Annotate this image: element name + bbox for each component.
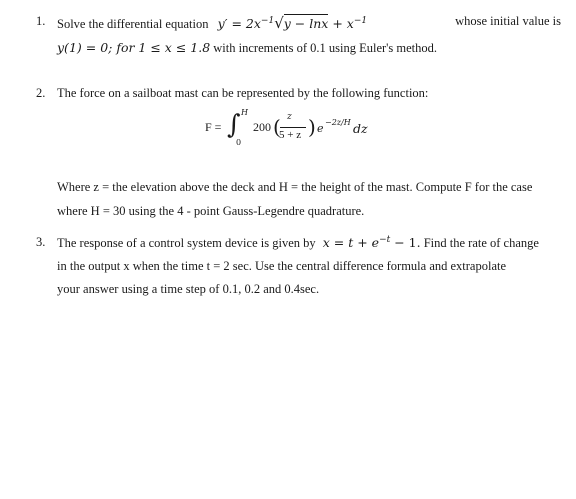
problem-3-line-3: your answer using a time step of 0.1, 0.2 and 0.4sec. <box>57 282 320 296</box>
integral-sign-icon: ∫ <box>227 110 241 140</box>
right-paren-icon: ) <box>308 115 316 139</box>
fraction-numerator: z <box>287 112 292 122</box>
problem-2-number: 2. <box>36 86 46 100</box>
problem-1-eq-exp1: −1 <box>260 16 275 26</box>
problem-1-prefix: Solve the differential equation <box>57 17 209 31</box>
integral-upper-limit: H <box>241 108 248 117</box>
problem-2-line-3: where H = 30 using the 4 - point Gauss-Legendre quadrature. <box>57 204 365 218</box>
exp-base: e <box>317 122 324 135</box>
problem-1-eq-plus: + x <box>328 16 354 31</box>
problem-3-eq-tail: − 1. <box>390 235 421 250</box>
fraction-denominator: 5 + z <box>279 129 302 141</box>
problem-1-eq-y: y′ = 2x <box>217 16 261 31</box>
problem-2-line-1: The force on a sailboat mast can be represented by the following function: <box>57 86 429 100</box>
problem-3-line-1 <box>57 235 539 251</box>
problem-3-eq: x = t + e <box>322 235 380 250</box>
equation-lhs: F = <box>205 120 222 134</box>
integral-lower-limit: 0 <box>236 138 242 147</box>
exp-exponent: −2z/H <box>325 118 351 127</box>
problem-3-eq-exp: −t <box>379 235 391 245</box>
problem-3-number: 3. <box>36 235 46 249</box>
problem-3-suffix: Find the rate of change <box>420 236 539 250</box>
problem-1-line-2 <box>57 40 437 56</box>
problem-3-line-2: in the output x when the time t = 2 sec. Use the central difference formula and extrapolate <box>57 259 507 273</box>
equation-coefficient: 200 <box>253 120 271 134</box>
problem-2-line-2: Where z = the elevation above the deck and H = the height of the mast. Compute F for the case <box>57 180 533 194</box>
fraction-bar <box>280 127 306 128</box>
problem-1-line-1 <box>57 14 561 32</box>
problem-1-number: 1. <box>36 14 46 28</box>
problem-1-line-2-text: with increments of 0.1 using Euler's method. <box>210 41 438 55</box>
problem-3-prefix: The response of a control system device is given by <box>57 236 316 250</box>
left-paren-icon: ( <box>273 115 281 139</box>
sqrt-sign-icon: √ <box>274 14 284 32</box>
problem-1-eq-exp2: −1 <box>353 16 368 26</box>
differential-dz: dz <box>353 121 368 136</box>
problem-1-initial-condition: y(1) = 0; for 1 ≤ x ≤ 1.8 <box>57 40 211 55</box>
problem-1-suffix: whose initial value is <box>455 14 561 28</box>
problem-1-eq-sqrt: y − lnx <box>283 16 329 31</box>
